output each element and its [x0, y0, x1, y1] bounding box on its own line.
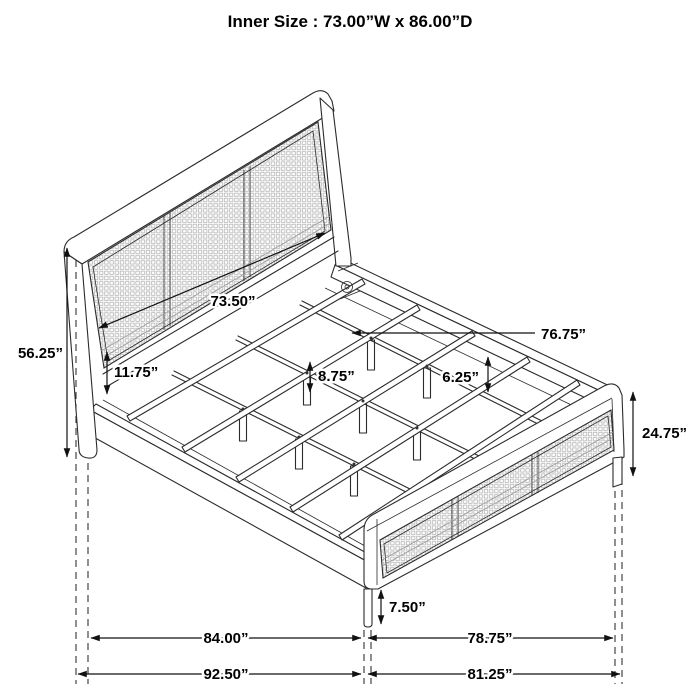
footboard-left-leg [364, 589, 372, 627]
near-side-rail-face [88, 410, 368, 588]
dim-slat-leg-label: 8.75” [318, 368, 355, 385]
dim-headboard-width-label: 73.50” [210, 293, 256, 310]
dim-rail-floor-span-label: 84.00” [203, 630, 249, 647]
dim-footboard-height-label: 24.75” [642, 425, 688, 442]
dim-footboard-leg-label: 7.50” [389, 599, 426, 616]
page-title: Inner Size : 73.00”W x 86.00”D [227, 12, 473, 31]
dim-side-rail-length-label: 76.75” [541, 326, 587, 343]
footboard [364, 384, 624, 627]
dim-rail-gap-label: 6.25” [442, 369, 479, 386]
dim-panel-gap-label: 11.75” [114, 364, 159, 381]
dim-headboard-height-label: 56.25” [17, 345, 63, 362]
dim-footboard-floor-span-label: 78.75” [467, 630, 513, 647]
footboard-right-leg [613, 457, 622, 487]
dim-overall-width-label: 81.25” [467, 666, 513, 683]
dim-overall-depth-label: 92.50” [203, 666, 249, 683]
